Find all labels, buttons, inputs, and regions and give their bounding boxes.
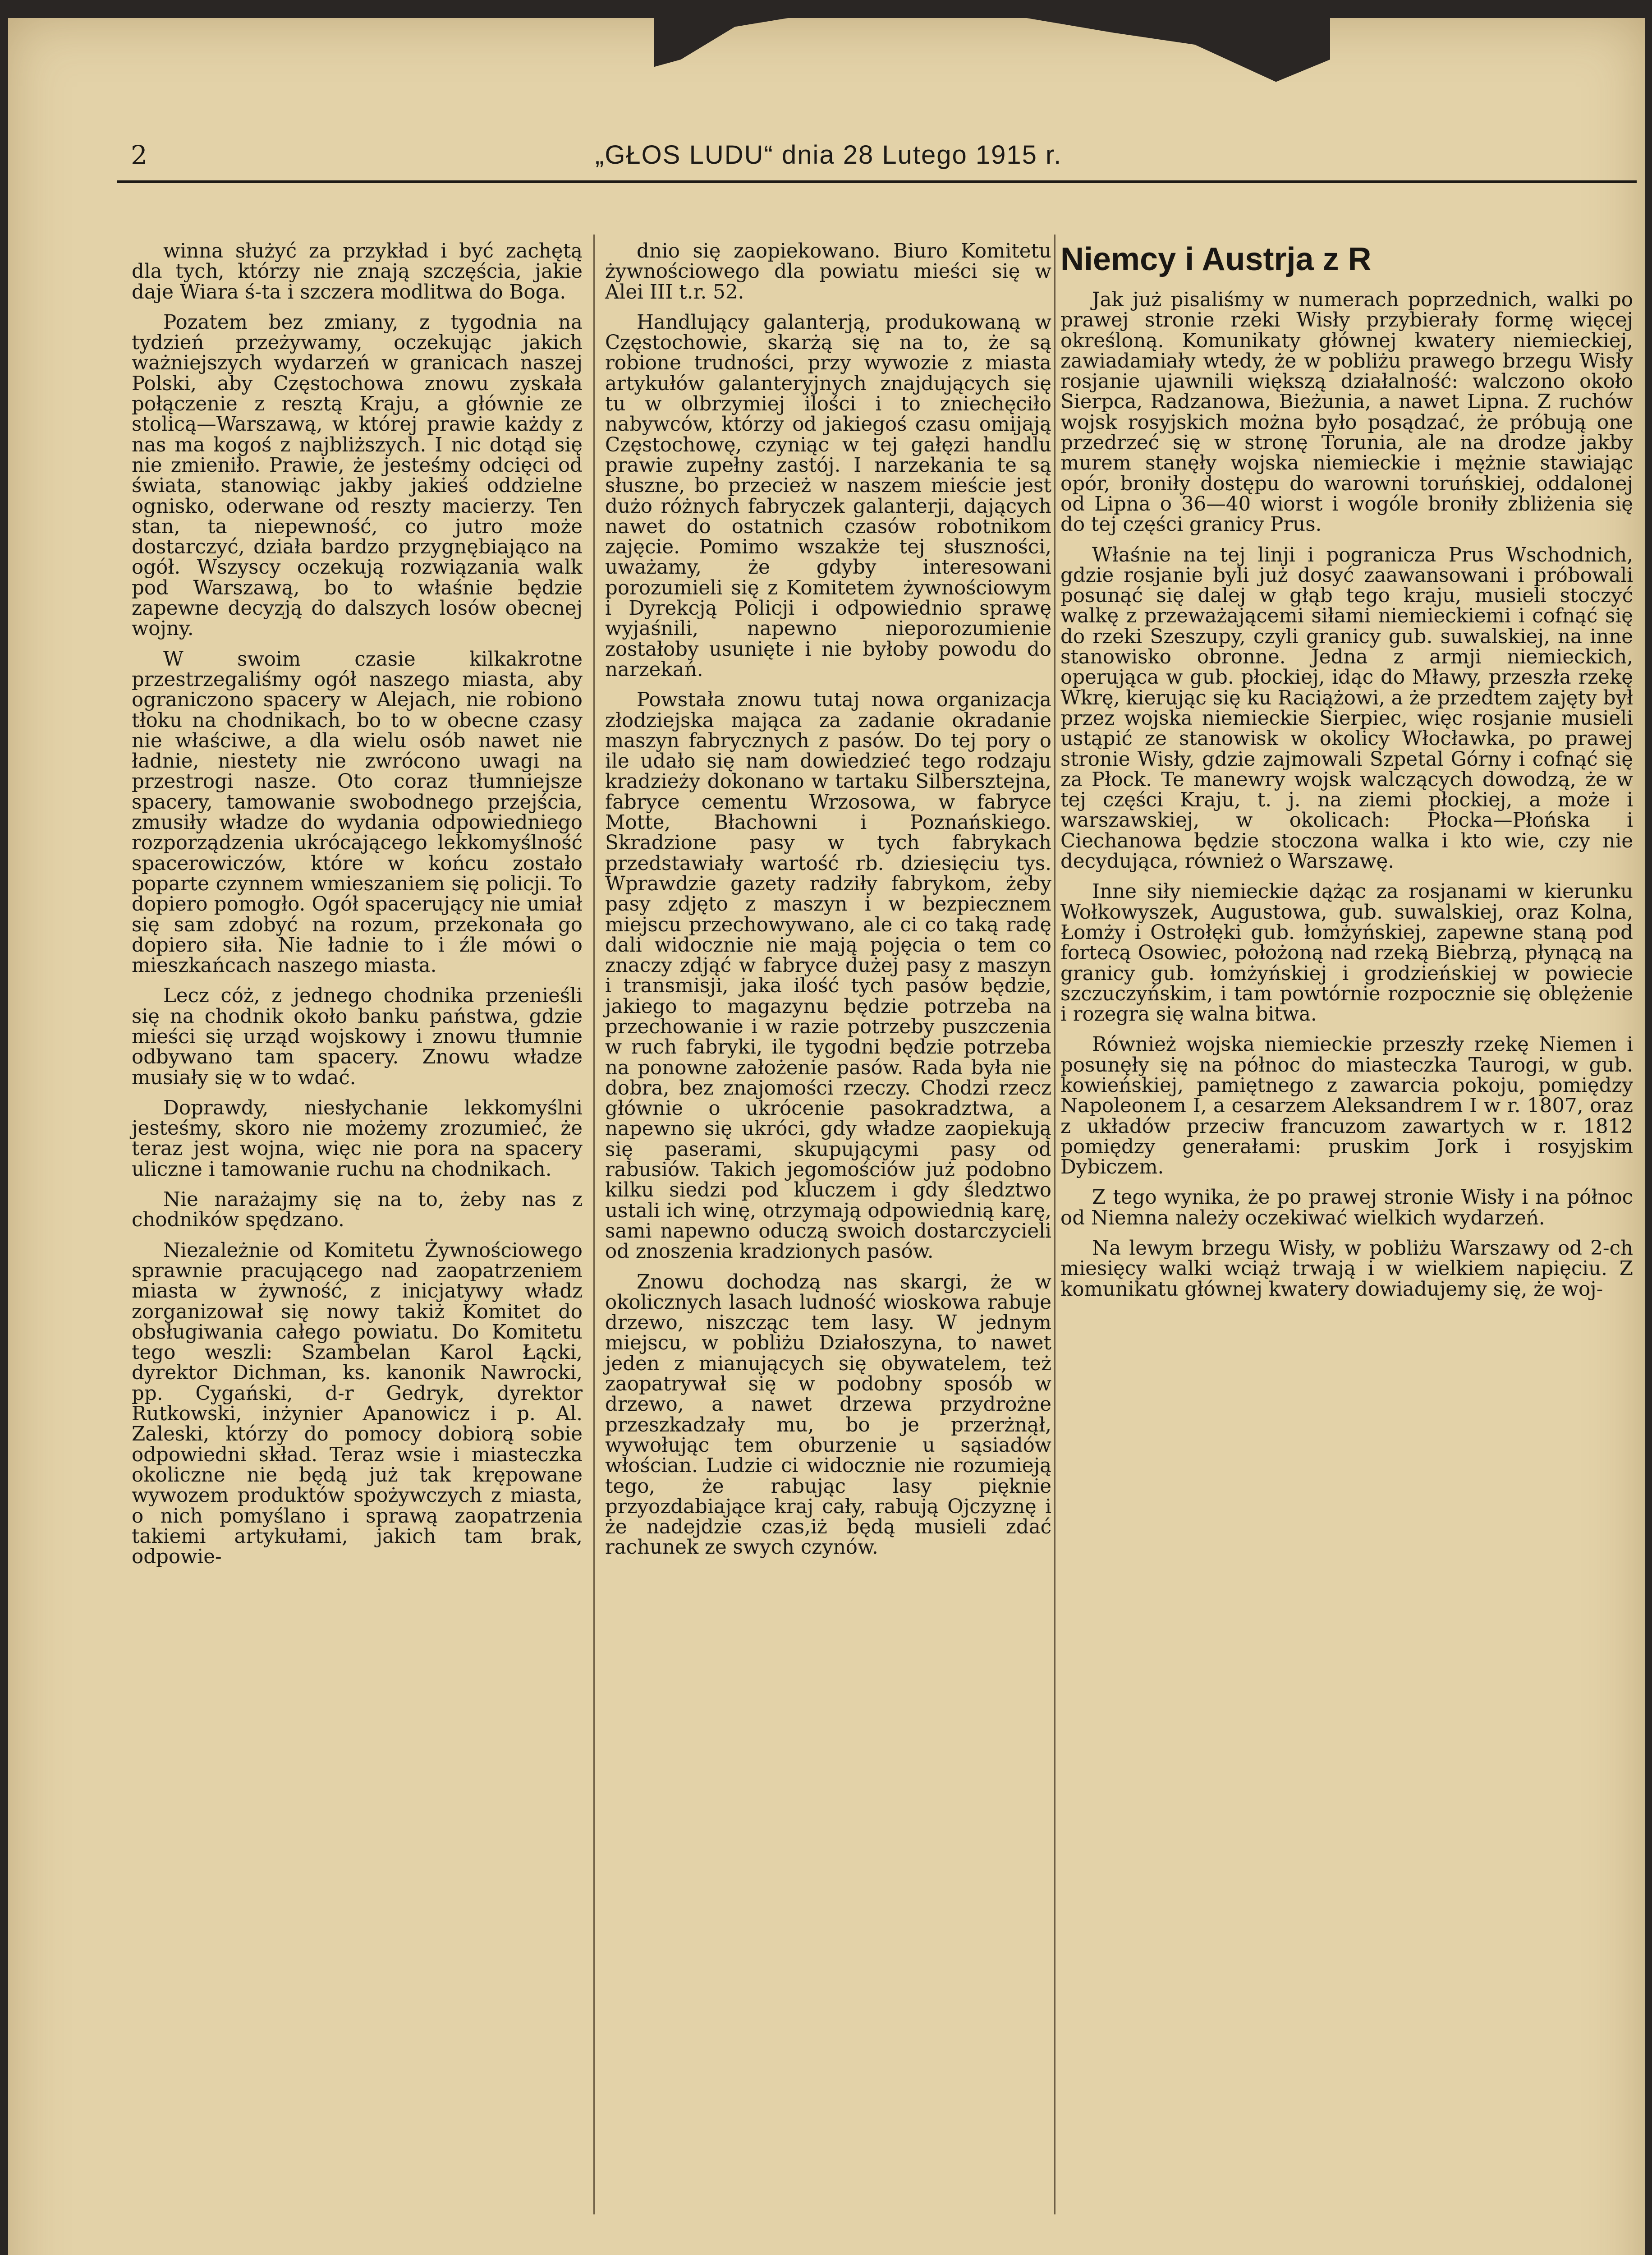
paragraph: Inne siły niemieckie dążąc za rosjanami w kierunku Wołkowyszek, Augustowa, gub. suwalskiej, oraz Kolna, Łomży i Ostrołęki gub. łomżyńskiej, zapewne staną pod fortecą Osowiec, położoną nad rzeką Biebrzą, płynącą na granicy gub. łomżyńskiej i grodzieńskiej w powiecie szczuczyńskim, i tam powtórnie rozpocznie się oblężenie i rozegra się walna bitwa. (1060, 880, 1633, 1026)
paragraph: Doprawdy, niesłychanie lekkomyślni jesteśmy, skoro nie możemy zrozumieć, że teraz jest wojna, więc nie pora na spacery uliczne i tamowanie ruchu na chodnikach. (132, 1096, 583, 1181)
paragraph: Na lewym brzegu Wisły, w pobliżu Warszawy od 2-ch miesięcy walki wciąż trwają i w wielkiem napięciu. Z komunikatu głównej kwatery dowiadujemy się, że woj- (1060, 1237, 1633, 1301)
column-divider (593, 235, 595, 2214)
paragraph: Powstała znowu tutaj nowa organizacja złodziejska mająca za zadanie okradanie maszyn fabrycznych z pasów. Do tej pory o ile udało się nam dowiedzieć tego rodzaju kradzieży dokonano w tartaku Silbersztejna, fabryce cementu Wrzosowa, w fabryce Motte, Błachowni i Poznańskiego. Skradzione pasy w tych fabrykach przedstawiały wartość rb. dziesięciu tys. Wprawdzie gazety radziły fabrykom, żeby pasy zdjęto z maszyn i w bezpiecznem miejscu przechowywano, ale ci co taką radę dali widocznie nie mają pojęcia o tem co znaczy zdjąć w fabryce dużej pasy z maszyn i transmisji, jaka ilość tych pasów będzie, jakiego to magazynu będzie potrzeba na przechowanie i w razie potrzeby puszczenia w ruch fabryki, ile tygodni będzie potrzeba na ponowne założenie pasów. Rada była nie dobra, bez znajomości rzeczy. Chodzi rzecz głównie o ukrócenie pasokradztwa, a napewno się ukróci, gdy władze zaopiekują się paserami, skupującymi pasy od rabusiów. Takich jegomościów już podobno kilku siedzi pod kluczem i gdy śledztwo ustali ich winę, otrzymają odpowiednią karę, sami napewno oduczą swoich dostarczycieli od znoszenia kradzionych pasów. (605, 689, 1051, 1263)
paragraph: dnio się zaopiekowano. Biuro Komitetu żywnościowego dla powiatu mieści się w Alei III t.r. 52. (605, 240, 1051, 304)
page-number: 2 (131, 140, 147, 170)
column-2 (605, 241, 1051, 1558)
paragraph: Właśnie na tej linji i pogranicza Prus Wschodnich, gdzie rosjanie byli już dosyć zaawansowani i próbowali posunąć się dalej w głąb tego kraju, musieli stoczyć walkę z przeważającemi siłami niemieckiemi i cofnąć się do rzeki Szeszupy, czyli granicy gub. suwalskiej, na inne stanowisko obronne. Jedna z armji niemieckich, operująca w gub. płockiej, idąc do Mławy, przeszła rzekę Wkrę, kierując się ku Raciążowi, a że przedtem zajęty był przez wojska niemieckie Sierpiec, więc rosjanie musieli ustąpić ze stanowisk w okolicy Włocławka, po prawej stronie Wisły, gdzie zajmowali Szpetal Górny i cofnąć się za Płock. Te manewry wojsk walczących dowodzą, że w tej części Kraju, t. j. na ziemi płockiej, a może i warszawskiej, w okolicach: Płocka—Płońska i Ciechanowa będzie stoczona walka i kto wie, czy nie decydująca, również o Warszawę. (1060, 543, 1633, 873)
paragraph: Pozatem bez zmiany, z tygodnia na tydzień przeżywamy, oczekując jakich ważniejszych wydarzeń w granicach naszej Polski, aby Częstochowa znowu zyskała połączenie z resztą Kraju, a głównie ze stolicą—Warszawą, w której prawie każdy z nas ma kogoś z najbliższych. I nic dotąd się nie zmieniło. Prawie, że jesteśmy odcięci od świata, stanowiąc jakby jakieś oddzielne ognisko, oderwane od reszty macierzy. Ten stan, ta niepewność, co jutro może dostarczyć, działa bardzo przygnębiająco na ogół. Wszyscy oczekują rozwiązania walk pod Warszawą, bo to właśnie będzie zapewne decyzją do dalszych losów obecnej wojny. (132, 311, 583, 640)
paragraph: W swoim czasie kilkakrotne przestrzegaliśmy ogół naszego miasta, aby ograniczono spacery w Alejach, nie robiono tłoku na chodnikach, bo to w obecne czasy nie właściwe, a dla wielu osób nawet nie ładnie, niestety nie zwrócono uwagi na przestrogi nasze. Oto coraz tłumniejsze spacery, tamowanie swobodnego przejścia, zmusiły władze do wydania odpowiedniego rozporządzenia ukrócającego lekkomyślność spacerowiczów, które w końcu zostało poparte czynnem wmieszaniem się policji. To dopiero pomogło. Ogół spacerujący nie umiał się sam zdobyć na rozum, przekonała go dopiero siła. Nie ładnie to i źle mówi o mieszkańcach naszego miasta. (132, 648, 583, 977)
column-divider (1054, 235, 1055, 2214)
paragraph: Nie narażajmy się na to, żeby nas z chodników spędzano. (132, 1188, 583, 1232)
column-1 (132, 241, 583, 1567)
article-heading: Niemcy i Austrja z R (1060, 241, 1372, 277)
paragraph: Handlujący galanterją, produkowaną w Częstochowie, skarżą się na to, że są robione trudności, przy wywozie z miasta artykułów galanteryjnych znajdujących się tu w olbrzymiej ilości i to zniechęciło nabywców, którzy od jakiegoś czasu omijają Częstochowę, czyniąc w tej gałęzi handlu prawie zupełny zastój. I narzekania te są słuszne, bo przecież w naszem mieście jest dużo różnych fabryczek galanterji, dających nawet do ostatnich czasów robotnikom zajęcie. Pomimo wszakże tej słuszności, uważamy, że gdyby interesowani porozumieli się z Komitetem żywnościowym i Dyrekcją Policji i odpowiednio sprawę wyjaśnili, napewno nieporozumienie zostałoby usunięte i nie byłoby powodu do narzekań. (605, 311, 1051, 681)
header-rule (117, 180, 1637, 183)
paragraph: Również wojska niemieckie przeszły rzekę Niemen i posunęły się na północ do miasteczka Taurogi, w gub. kowieńskiej, pamiętnego z zawarcia pokoju, pomiędzy Napoleonem I, a cesarzem Aleksandrem I w r. 1807, oraz z układów przeciw francuzom zawartych w r. 1812 pomiędzy generałami: pruskim Jork i rosyjskim Dybiczem. (1060, 1033, 1633, 1179)
paragraph: Niezależnie od Komitetu Żywnościowego sprawnie pracującego nad zaopatrzeniem miasta w żywność, z inicjatywy władz zorganizował się nowy takiż Komitet do obsługiwania całego powiatu. Do Komitetu tego weszli: Szambelan Karol Łącki, dyrektor Dichman, ks. kanonik Nawrocki, pp. Cygański, d-r Gedryk, dyrektor Rutkowski, inżynier Apanowicz i p. Al. Zaleski, którzy do pomocy dobiorą sobie odpowiedni skład. Teraz wsie i miasteczka okoliczne nie będą już tak krępowane wywozem produktów spożywczych z miasta, o nich pomyślano i sprawą zaopatrzenia takiemi artykułami, jakich tam brak, odpowie- (132, 1239, 583, 1569)
paragraph: Znowu dochodzą nas skargi, że w okolicznych lasach ludność wioskowa rabuje drzewo, niszcząc tem lasy. W jednym miejscu, w pobliżu Działoszyna, to nawet jeden z mianujących się obywatelem, też zaopatrywał się w podobny sposób w drzewo, a nawet drzewa przydrożne przeszkadzały mu, bo je przerżnął, wywołując tem oburzenie u sąsiadów włościan. Ludzie ci widocznie nie rozumieją tego, że rabując lasy pięknie przyozdabiające kraj cały, rabują Ojczyznę i że nadejdzie czas,iż będą musieli zdać rachunek ze swych czynów. (605, 1270, 1051, 1559)
column-3 (1060, 241, 1633, 1300)
paragraph: Jak już pisaliśmy w numerach poprzednich, walki po prawej stronie rzeki Wisły przybierały formę więcej określoną. Komunikaty głównej kwatery niemieckiej, zawiadamiały wtedy, że w pobliżu prawego brzegu Wisły rosjanie ujawnili większą działalność: walczono około Sierpca, Radzanowa, Bieżunia, a nawet Lipna. Z ruchów wojsk rosyjskich można było posądzać, że próbują one przedrzeć się w stronę Torunia, ale na drodze jakby murem stanęły wojska niemieckie i mężnie stawiając opór, broniły dostępu do warowni toruńskiej, oddalonej od Lipna o 36—40 wiorst i wogóle broniły zbliżenia się do tej części granicy Prus. (1060, 289, 1633, 536)
masthead-line: „GŁOS LUDU“ dnia 28 Lutego 1915 r. (595, 140, 1062, 170)
paragraph: Lecz cóż, z jednego chodnika przenieśli się na chodnik około banku państwa, gdzie mieści się urząd wojskowy i znowu tłumnie odbywano tam spacery. Znowu władze musiały się w to wdać. (132, 985, 583, 1089)
paragraph: winna służyć za przykład i być zachętą dla tych, którzy nie znają szczęścia, jakie daje Wiara ś-ta i szczera modlitwa do Boga. (132, 240, 583, 304)
paragraph: Z tego wynika, że po prawej stronie Wisły i na północ od Niemna należy oczekiwać wielkich wydarzeń. (1060, 1186, 1633, 1229)
